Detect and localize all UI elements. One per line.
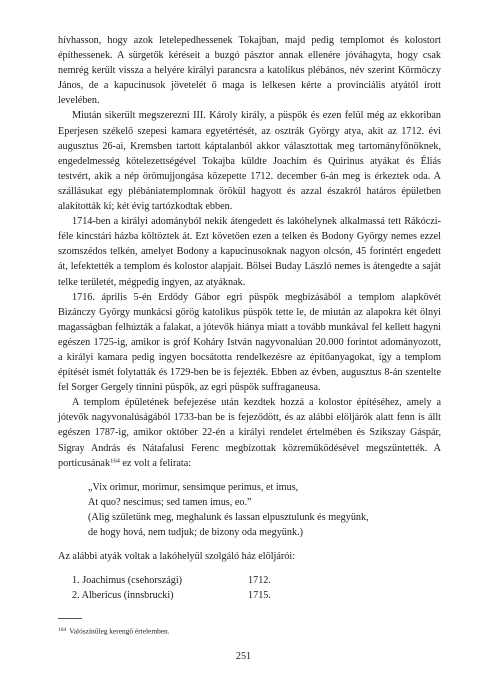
verse-line-3: (Alig születünk meg, meghalunk és lassan elpusztulunk és megyünk, <box>88 511 369 523</box>
footnote-divider <box>58 618 82 619</box>
footnote-number: 164 <box>58 627 67 634</box>
paragraph-5 <box>58 395 441 470</box>
paragraph-3: 1714-ben a királyi adományból nekik átengedett és lakóhelynek alkalmassá tett Rákóczi-féle kincstári házba költöztek át. Ezt követően ezen a telken és Bodony György nemes ezzel szomszédos telkén, amelyet Bodony a kapucinusoknak nagyon olcsón, 45 forintért engedett át, lefektették a templom és kolostor alapjait. Bölsei Buday László nemes is átengedte a saját telke területét, mégpedig ingyen, az atyáknak. <box>58 216 441 288</box>
list-item <box>58 588 441 603</box>
list-item <box>58 573 441 588</box>
paragraph-5-tail: ez volt a felirata: <box>119 457 192 469</box>
superiors-list <box>58 573 441 603</box>
verse-line-2: At quo? nescimus; sed tamen imus, eo.” <box>88 496 252 508</box>
superior-name: 2. Albericus (innsbrucki) <box>72 590 174 602</box>
page-number: 251 <box>235 651 252 662</box>
superior-year: 1712. <box>248 575 271 587</box>
paragraph-4: 1716. április 5-én Erdődy Gábor egri püspök megbízásából a templom alapkövét Bizánczy György munkácsi görög katolikus püspök tette le, de miután az alapokra két ölnyi magasságban felhúzták a falakat, a jótevők hiánya miatt a tovább munkával fel kellett hagyni egészen 1725-ig, amikor is gróf Koháry István nagyvonalúan 20.000 forintot adományozott, a királyi kamara pedig ingyen bocsátotta rendelkezésre az építőanyagokat, így a templom építését ismét folytatták és 1729-ben be is fejezték. Ebben az évben, augusztus 8-án szentelte fel Sorger Gergely tinnini püspök, az egri püspök suffraganeusa. <box>58 291 441 394</box>
paragraph-1: hívhasson, hogy azok letelepedhessenek Tokajban, majd pedig templomot és kolostort építhessenek. A sürgetők kéréseit a buzgó pásztor annak ellenére jóváhagyta, hogy csak nemrég került vissza a helyére királyi parancsra a katolikus plébános, név szerint Körmöczy János, de a kapucinusok jövetelét ő maga is lelkesen kérte a provinciális atyától írott levelében. <box>58 35 441 107</box>
footnote <box>58 625 441 637</box>
paragraph-5-text: A templom épületének befejezése után kezdtek hozzá a kolostor építéséhez, amely a jótevők nagyvonalúságából 1733-ban be is fejeződött, és az alábbi elöljárók alatt fenn is állt egészen 1787-ig, amikor október 22-én a királyi rendelet értelmében és Szikszay Gáspár, Sigray András és Nátafalusi Ferenc megbízottak közreműködésével megszüntették. A porticusának <box>58 397 441 469</box>
inscription-verse <box>88 480 441 540</box>
footnote-reference: 164 <box>110 457 120 465</box>
verse-line-1: „Vix orimur, morimur, sensimque perimus, et imus, <box>88 481 299 493</box>
footnote-text: Valószínűleg kerengő értelemben. <box>69 626 170 636</box>
superior-name: 1. Joachimus (csehországi) <box>72 575 183 587</box>
verse-line-4: de hogy hová, nem tudjuk; de bizony oda megyünk.) <box>88 527 304 538</box>
paragraph-2: Miután sikerült megszerezni III. Károly király, a püspök és ezen felül még az ekkoriban Eperjesen székelő szepesi kamara egyetértését, az osztrák György atya, akit az 1712. évi augusztus 26-ai, Kremsben tartott káptalanból akkor választottak meg tartományfőnöknek, engedelmesség kötelezettségével Tokajba küldte Joachim és Quirinus atyákat és Éliás testvért, akik a nép örömujjongása közepette 1712. december 6-án meg is érkeztek oda. A szállásukat egy plébániatemplomnak örökül hagyott és azzal északról határos épületben alakították ki; két évig tartózkodtak ebben. <box>58 110 441 213</box>
superior-year: 1715. <box>248 590 271 602</box>
superiors-intro: Az alábbi atyák voltak a lakóhelyül szolgáló ház elöljárói: <box>58 551 296 563</box>
